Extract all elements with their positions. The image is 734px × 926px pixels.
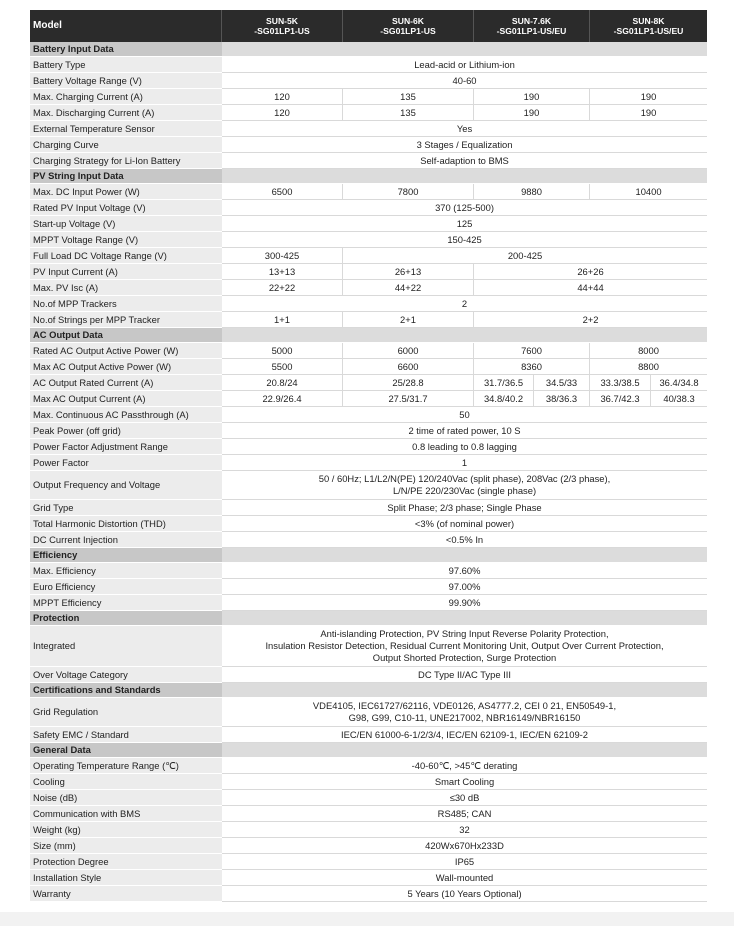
row-value: 97.60%	[222, 563, 707, 579]
section-header	[30, 743, 707, 758]
row-value: 31.7/36.5	[474, 375, 534, 391]
row-value: 2 time of rated power, 10 S	[222, 423, 707, 439]
row-value: Wall-mounted	[222, 870, 707, 886]
table-row	[30, 790, 707, 806]
row-label: Start-up Voltage (V)	[30, 216, 222, 232]
row-value: 190	[474, 105, 590, 121]
row-value: 2+1	[343, 312, 474, 328]
table-row	[30, 57, 707, 73]
table-row	[30, 806, 707, 822]
table-row	[30, 343, 707, 359]
table-row	[30, 280, 707, 296]
table-row	[30, 232, 707, 248]
row-value: Yes	[222, 121, 707, 137]
row-value: 50	[222, 407, 707, 423]
row-label: Euro Efficiency	[30, 579, 222, 595]
table-row	[30, 870, 707, 886]
row-value: 97.00%	[222, 579, 707, 595]
row-label: Battery Voltage Range (V)	[30, 73, 222, 89]
row-value: 3 Stages / Equalization	[222, 137, 707, 153]
row-value: 6500	[222, 184, 343, 200]
section-header	[30, 169, 707, 184]
row-value: ≤30 dB	[222, 790, 707, 806]
row-value: 40-60	[222, 73, 707, 89]
row-value: 34.5/33	[534, 375, 590, 391]
row-label: Installation Style	[30, 870, 222, 886]
row-label: Cooling	[30, 774, 222, 790]
row-value: 33.3/38.5	[590, 375, 651, 391]
table-row	[30, 359, 707, 375]
table-row	[30, 532, 707, 548]
table-row	[30, 854, 707, 870]
section-title: Certifications and Standards	[30, 683, 222, 698]
section-title: Protection	[30, 611, 222, 626]
row-label: AC Output Rated Current (A)	[30, 375, 222, 391]
section-header	[30, 42, 707, 57]
row-label: Max. PV Isc (A)	[30, 280, 222, 296]
row-label: Output Frequency and Voltage	[30, 471, 222, 500]
row-value: <0.5% In	[222, 532, 707, 548]
row-value: 1+1	[222, 312, 343, 328]
row-value: 9880	[474, 184, 590, 200]
row-value: 2	[222, 296, 707, 312]
row-value: 120	[222, 105, 343, 121]
section-header	[30, 548, 707, 563]
row-value: 50 / 60Hz; L1/L2/N(PE) 120/240Vac (split phase), 208Vac (2/3 phase), L/N/PE 220/230Vac (single phase)	[222, 471, 707, 500]
model-header: Model	[30, 10, 222, 42]
table-row	[30, 626, 707, 667]
row-value: 26+13	[343, 264, 474, 280]
row-label: Safety EMC / Standard	[30, 727, 222, 743]
table-row	[30, 200, 707, 216]
row-label: Max AC Output Current (A)	[30, 391, 222, 407]
row-label: Peak Power (off grid)	[30, 423, 222, 439]
table-row	[30, 698, 707, 727]
table-row	[30, 391, 707, 407]
row-label: DC Current Injection	[30, 532, 222, 548]
row-value: 5 Years (10 Years Optional)	[222, 886, 707, 902]
row-value: Smart Cooling	[222, 774, 707, 790]
row-value: 99.90%	[222, 595, 707, 611]
row-label: MPPT Voltage Range (V)	[30, 232, 222, 248]
table-row	[30, 248, 707, 264]
table-row	[30, 595, 707, 611]
table-row	[30, 516, 707, 532]
row-value: 5500	[222, 359, 343, 375]
row-label: Total Harmonic Distortion (THD)	[30, 516, 222, 532]
row-value: 22.9/26.4	[222, 391, 343, 407]
model-column-header: SUN-7.6K -SG01LP1-US/EU	[474, 10, 590, 42]
table-row	[30, 89, 707, 105]
table-row	[30, 758, 707, 774]
row-value: 32	[222, 822, 707, 838]
row-label: Operating Temperature Range (℃)	[30, 758, 222, 774]
table-row	[30, 184, 707, 200]
row-label: Charging Curve	[30, 137, 222, 153]
table-row	[30, 774, 707, 790]
table-row	[30, 563, 707, 579]
table-row	[30, 579, 707, 595]
row-label: Rated PV Input Voltage (V)	[30, 200, 222, 216]
row-value: 1	[222, 455, 707, 471]
section-title: General Data	[30, 743, 222, 758]
table-row	[30, 73, 707, 89]
page-footer-band	[0, 912, 734, 926]
row-value: 8000	[590, 343, 707, 359]
table-row	[30, 727, 707, 743]
table-row	[30, 105, 707, 121]
row-value: -40-60℃, >45℃ derating	[222, 758, 707, 774]
table-row	[30, 296, 707, 312]
table-row	[30, 455, 707, 471]
table-row	[30, 500, 707, 516]
row-label: Weight (kg)	[30, 822, 222, 838]
row-label: Max. Discharging Current (A)	[30, 105, 222, 121]
row-label: Battery Type	[30, 57, 222, 73]
row-value: 38/36.3	[534, 391, 590, 407]
spec-sheet	[30, 10, 707, 902]
row-value: 10400	[590, 184, 707, 200]
row-value: 7800	[343, 184, 474, 200]
row-value: 370 (125-500)	[222, 200, 707, 216]
row-value: 26+26	[474, 264, 707, 280]
row-value: 190	[474, 89, 590, 105]
row-label: No.of Strings per MPP Tracker	[30, 312, 222, 328]
row-value: 190	[590, 105, 707, 121]
row-value: 22+22	[222, 280, 343, 296]
row-label: Rated AC Output Active Power (W)	[30, 343, 222, 359]
section-title: Efficiency	[30, 548, 222, 563]
row-value: 190	[590, 89, 707, 105]
row-value: 44+22	[343, 280, 474, 296]
row-value: 20.8/24	[222, 375, 343, 391]
row-value: 135	[343, 89, 474, 105]
row-value: <3% (of nominal power)	[222, 516, 707, 532]
row-value: 36.4/34.8	[651, 375, 707, 391]
table-row	[30, 216, 707, 232]
row-value: 25/28.8	[343, 375, 474, 391]
row-label: Power Factor	[30, 455, 222, 471]
row-label: Full Load DC Voltage Range (V)	[30, 248, 222, 264]
section-header	[30, 328, 707, 343]
header-row	[30, 10, 707, 42]
table-row	[30, 264, 707, 280]
row-label: Over Voltage Category	[30, 667, 222, 683]
row-label: PV Input Current (A)	[30, 264, 222, 280]
row-label: Charging Strategy for Li-Ion Battery	[30, 153, 222, 169]
row-value: 6000	[343, 343, 474, 359]
row-label: Grid Type	[30, 500, 222, 516]
table-row	[30, 471, 707, 500]
row-value: 5000	[222, 343, 343, 359]
row-value: 150-425	[222, 232, 707, 248]
row-value: Lead-acid or Lithium-ion	[222, 57, 707, 73]
row-value: DC Type II/AC Type III	[222, 667, 707, 683]
table-row	[30, 137, 707, 153]
row-value: 13+13	[222, 264, 343, 280]
row-value: 0.8 leading to 0.8 lagging	[222, 439, 707, 455]
table-row	[30, 822, 707, 838]
model-column-header: SUN-6K -SG01LP1-US	[343, 10, 474, 42]
section-title: AC Output Data	[30, 328, 222, 343]
row-label: Integrated	[30, 626, 222, 667]
row-value: 7600	[474, 343, 590, 359]
table-row	[30, 407, 707, 423]
row-value: Split Phase; 2/3 phase; Single Phase	[222, 500, 707, 516]
row-label: Size (mm)	[30, 838, 222, 854]
row-value: IP65	[222, 854, 707, 870]
row-value: 8800	[590, 359, 707, 375]
table-row	[30, 312, 707, 328]
row-value: 40/38.3	[651, 391, 707, 407]
row-label: Warranty	[30, 886, 222, 902]
table-row	[30, 121, 707, 137]
row-label: Max. Continuous AC Passthrough (A)	[30, 407, 222, 423]
row-label: Protection Degree	[30, 854, 222, 870]
row-label: Noise (dB)	[30, 790, 222, 806]
row-value: 34.8/40.2	[474, 391, 534, 407]
row-value: IEC/EN 61000-6-1/2/3/4, IEC/EN 62109-1, IEC/EN 62109-2	[222, 727, 707, 743]
row-label: No.of MPP Trackers	[30, 296, 222, 312]
row-value: Anti-islanding Protection, PV String Input Reverse Polarity Protection, Insulation Resistor Detection, Residual Current Monitoring Unit, Output Over Current Protection, Output Shorted Protection, Surge Protection	[222, 626, 707, 667]
table-row	[30, 375, 707, 391]
row-value: 8360	[474, 359, 590, 375]
row-value: 120	[222, 89, 343, 105]
row-label: MPPT Efficiency	[30, 595, 222, 611]
section-header	[30, 683, 707, 698]
table-row	[30, 838, 707, 854]
row-value: VDE4105, IEC61727/62116, VDE0126, AS4777.2, CEI 0 21, EN50549-1, G98, G99, C10-11, UNE217002, NBR16149/NBR16150	[222, 698, 707, 727]
row-label: Grid Regulation	[30, 698, 222, 727]
model-column-header: SUN-5K -SG01LP1-US	[222, 10, 343, 42]
row-value: 420Wx670Hx233D	[222, 838, 707, 854]
row-value: 44+44	[474, 280, 707, 296]
table-row	[30, 439, 707, 455]
row-value: 300-425	[222, 248, 343, 264]
row-value: 135	[343, 105, 474, 121]
row-value: 6600	[343, 359, 474, 375]
row-value: RS485; CAN	[222, 806, 707, 822]
table-row	[30, 153, 707, 169]
model-column-header: SUN-8K -SG01LP1-US/EU	[590, 10, 707, 42]
row-label: External Temperature Sensor	[30, 121, 222, 137]
row-value: 36.7/42.3	[590, 391, 651, 407]
row-value: 27.5/31.7	[343, 391, 474, 407]
row-value: 2+2	[474, 312, 707, 328]
row-value: Self-adaption to BMS	[222, 153, 707, 169]
section-title: Battery Input Data	[30, 42, 222, 57]
table-row	[30, 886, 707, 902]
spec-table	[30, 10, 707, 902]
row-label: Max. Efficiency	[30, 563, 222, 579]
row-label: Max. Charging Current (A)	[30, 89, 222, 105]
row-label: Communication with BMS	[30, 806, 222, 822]
row-value: 125	[222, 216, 707, 232]
row-value: 200-425	[343, 248, 707, 264]
row-label: Power Factor Adjustment Range	[30, 439, 222, 455]
section-header	[30, 611, 707, 626]
row-label: Max. DC Input Power (W)	[30, 184, 222, 200]
table-row	[30, 667, 707, 683]
section-title: PV String Input Data	[30, 169, 222, 184]
row-label: Max AC Output Active Power (W)	[30, 359, 222, 375]
table-row	[30, 423, 707, 439]
